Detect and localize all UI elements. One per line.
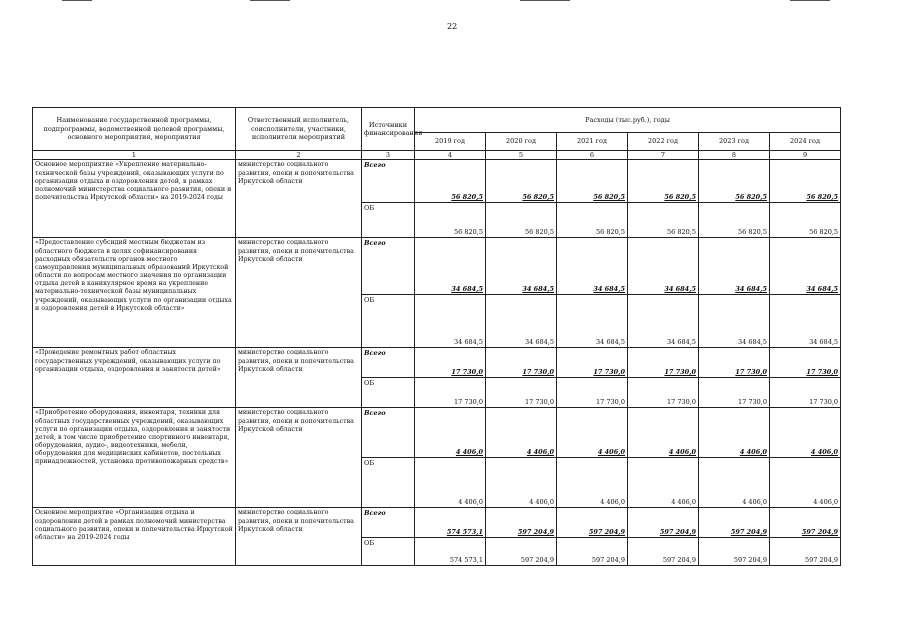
ob-value: 56 820,5 bbox=[770, 203, 841, 238]
header-year: 2020 год bbox=[486, 132, 557, 150]
source-ob-label: ОБ bbox=[362, 458, 415, 508]
scan-edge-mark bbox=[520, 0, 570, 1]
measure-description: «Приобретение оборудования, инвентаря, техники для областных государственных учреждений, оказывающих услуги по организации отдыха, оздоровления и занятости детей, в том числе приобретение спортивного инвентаря, оборудования, аудио-, видеотехники, мебели, оборудования для медицинских кабинетов, постельных принадлежностей, установка противопожарных средств» bbox=[33, 408, 236, 508]
total-value: 56 820,5 bbox=[699, 160, 770, 203]
ob-value: 34 684,5 bbox=[557, 295, 628, 348]
ob-value: 4 406,0 bbox=[557, 458, 628, 508]
total-value: 56 820,5 bbox=[486, 160, 557, 203]
source-total-label: Всего bbox=[362, 238, 415, 295]
total-value: 4 406,0 bbox=[699, 408, 770, 458]
column-number: 4 bbox=[415, 151, 486, 160]
ob-value: 17 730,0 bbox=[628, 378, 699, 408]
total-value: 56 820,5 bbox=[628, 160, 699, 203]
total-value: 4 406,0 bbox=[770, 408, 841, 458]
column-number: 3 bbox=[362, 151, 415, 160]
ob-value: 597 204,9 bbox=[486, 538, 557, 566]
source-total-label: Всего bbox=[362, 160, 415, 203]
table-body bbox=[33, 160, 841, 566]
header-row bbox=[33, 108, 841, 133]
header-year: 2021 год bbox=[557, 132, 628, 150]
total-value: 4 406,0 bbox=[557, 408, 628, 458]
total-value: 56 820,5 bbox=[770, 160, 841, 203]
measure-executor: министерство социального развития, опеки и попечительства Иркутской области bbox=[236, 238, 362, 348]
ob-value: 597 204,9 bbox=[699, 538, 770, 566]
measure-executor: министерство социального развития, опеки и попечительства Иркутской области bbox=[236, 348, 362, 408]
table-row bbox=[33, 408, 841, 458]
total-value: 34 684,5 bbox=[699, 238, 770, 295]
total-value: 17 730,0 bbox=[415, 348, 486, 378]
source-total-label: Всего bbox=[362, 408, 415, 458]
ob-value: 34 684,5 bbox=[628, 295, 699, 348]
ob-value: 17 730,0 bbox=[415, 378, 486, 408]
table-row bbox=[33, 348, 841, 378]
scan-edge-mark bbox=[250, 0, 290, 1]
ob-value: 597 204,9 bbox=[770, 538, 841, 566]
header-executor-column: Ответственный исполнитель, соисполнители, участники, исполнители мероприятий bbox=[236, 108, 362, 151]
ob-value: 597 204,9 bbox=[628, 538, 699, 566]
column-number: 8 bbox=[699, 151, 770, 160]
total-value: 34 684,5 bbox=[770, 238, 841, 295]
total-value: 56 820,5 bbox=[557, 160, 628, 203]
total-value: 17 730,0 bbox=[628, 348, 699, 378]
ob-value: 17 730,0 bbox=[699, 378, 770, 408]
ob-value: 34 684,5 bbox=[486, 295, 557, 348]
ob-value: 17 730,0 bbox=[557, 378, 628, 408]
ob-value: 4 406,0 bbox=[486, 458, 557, 508]
ob-value: 34 684,5 bbox=[415, 295, 486, 348]
header-sources-column: Источники финансирования bbox=[362, 108, 415, 151]
ob-value: 56 820,5 bbox=[486, 203, 557, 238]
ob-value: 4 406,0 bbox=[628, 458, 699, 508]
scan-edge-mark bbox=[62, 0, 92, 1]
column-number: 1 bbox=[33, 151, 236, 160]
measure-description: Основное мероприятие «Организация отдыха и оздоровления детей в рамках полномочий министерства социального развития, опеки и попечительства Иркутской области» на 2019-2024 годы bbox=[33, 508, 236, 566]
header-year: 2023 год bbox=[699, 132, 770, 150]
source-total-label: Всего bbox=[362, 348, 415, 378]
measure-description: Основное мероприятие «Укрепление материально-технической базы учреждений, оказывающих услуги по организации отдыха и оздоровления детей, в рамках полномочий министерства социального развития, опеки и попечительства Иркутской области» на 2019-2024 годы bbox=[33, 160, 236, 238]
total-value: 34 684,5 bbox=[628, 238, 699, 295]
page-number: 22 bbox=[447, 22, 458, 31]
table-row bbox=[33, 238, 841, 295]
ob-value: 574 573,1 bbox=[415, 538, 486, 566]
header-name-column: Наименование государственной программы, подпрограммы, ведомственной целевой программы, основного мероприятия, мероприятия bbox=[33, 108, 236, 151]
ob-value: 56 820,5 bbox=[699, 203, 770, 238]
ob-value: 17 730,0 bbox=[486, 378, 557, 408]
source-ob-label: ОБ bbox=[362, 203, 415, 238]
measure-executor: министерство социального развития, опеки и попечительства Иркутской области bbox=[236, 408, 362, 508]
scan-edge-mark bbox=[790, 0, 830, 1]
source-total-label: Всего bbox=[362, 508, 415, 538]
ob-value: 56 820,5 bbox=[557, 203, 628, 238]
source-ob-label: ОБ bbox=[362, 295, 415, 348]
column-number: 7 bbox=[628, 151, 699, 160]
column-numbers-row bbox=[33, 151, 841, 160]
ob-value: 56 820,5 bbox=[628, 203, 699, 238]
total-value: 597 204,9 bbox=[557, 508, 628, 538]
ob-value: 4 406,0 bbox=[415, 458, 486, 508]
ob-value: 17 730,0 bbox=[770, 378, 841, 408]
total-value: 17 730,0 bbox=[557, 348, 628, 378]
total-value: 4 406,0 bbox=[628, 408, 699, 458]
ob-value: 34 684,5 bbox=[770, 295, 841, 348]
measure-description: «Предоставление субсидий местным бюджетам из областного бюджета в целях софинансирования расходных обязательств органов местного самоуправления муниципальных образований Иркутской области по вопросам местного значения по организации отдыха детей в каникулярное время на укрепление материально-технической базы муниципальных учреждений, оказывающих услуги по организации отдыха и оздоровления детей в Иркутской области» bbox=[33, 238, 236, 348]
total-value: 56 820,5 bbox=[415, 160, 486, 203]
ob-value: 4 406,0 bbox=[770, 458, 841, 508]
column-number: 9 bbox=[770, 151, 841, 160]
total-value: 597 204,9 bbox=[628, 508, 699, 538]
column-number: 6 bbox=[557, 151, 628, 160]
total-value: 17 730,0 bbox=[770, 348, 841, 378]
total-value: 597 204,9 bbox=[770, 508, 841, 538]
source-ob-label: ОБ bbox=[362, 378, 415, 408]
total-value: 34 684,5 bbox=[486, 238, 557, 295]
total-value: 597 204,9 bbox=[486, 508, 557, 538]
measure-executor: министерство социального развития, опеки и попечительства Иркутской области bbox=[236, 508, 362, 566]
measure-executor: министерство социального развития, опеки и попечительства Иркутской области bbox=[236, 160, 362, 238]
total-value: 34 684,5 bbox=[557, 238, 628, 295]
ob-value: 56 820,5 bbox=[415, 203, 486, 238]
table-row bbox=[33, 160, 841, 203]
header-year: 2022 год bbox=[628, 132, 699, 150]
total-value: 17 730,0 bbox=[486, 348, 557, 378]
total-value: 34 684,5 bbox=[415, 238, 486, 295]
column-number: 5 bbox=[486, 151, 557, 160]
total-value: 574 573,1 bbox=[415, 508, 486, 538]
total-value: 4 406,0 bbox=[415, 408, 486, 458]
table-row bbox=[33, 508, 841, 538]
total-value: 17 730,0 bbox=[699, 348, 770, 378]
budget-table bbox=[32, 107, 841, 566]
total-value: 4 406,0 bbox=[486, 408, 557, 458]
total-value: 597 204,9 bbox=[699, 508, 770, 538]
column-number: 2 bbox=[236, 151, 362, 160]
source-ob-label: ОБ bbox=[362, 538, 415, 566]
ob-value: 4 406,0 bbox=[699, 458, 770, 508]
header-expenses: Расходы (тыс.руб.), годы bbox=[415, 108, 841, 133]
header-year: 2019 год bbox=[415, 132, 486, 150]
header-year: 2024 год bbox=[770, 132, 841, 150]
ob-value: 34 684,5 bbox=[699, 295, 770, 348]
measure-description: «Проведение ремонтных работ областных государственных учреждений, оказывающих услуги по организации отдыха, оздоровления и занятости детей» bbox=[33, 348, 236, 408]
ob-value: 597 204,9 bbox=[557, 538, 628, 566]
